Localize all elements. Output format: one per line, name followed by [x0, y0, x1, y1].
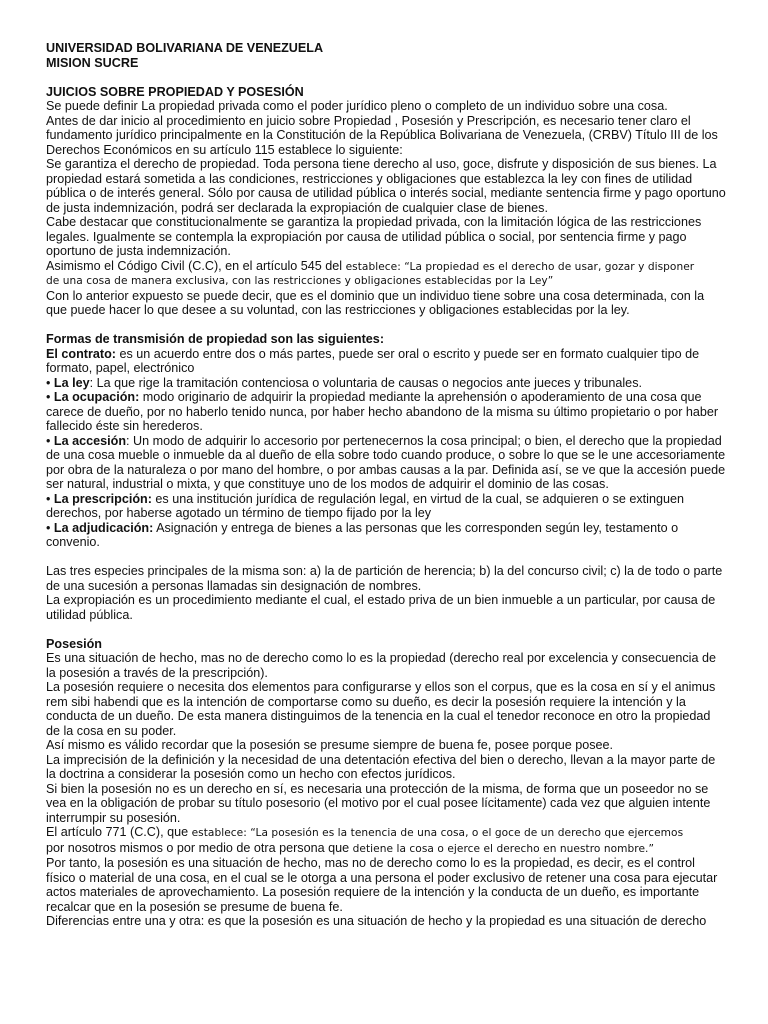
paragraph-line: ser natural, industrial o mixta, y que constituye uno de los modos de adquirir el dominio de las cosas.: [46, 477, 609, 491]
item-text: Asignación y entrega de bienes a las personas que les corresponden según ley, testamento o: [153, 520, 679, 535]
item-label: La ocupación:: [53, 390, 140, 404]
paragraph-line: La imprecisión de la definición y la necesidad de una detentación efectiva del bien o derecho, llevan a la mayor parte de: [46, 752, 716, 767]
paragraph-line: Se puede definir La propiedad privada como el poder jurídico pleno o completo de un individuo sobre una cosa.: [46, 99, 668, 113]
item-adjudicacion: [46, 521, 722, 536]
article-intro: El artículo 771 (C.C), que: [46, 825, 192, 839]
bullet: •: [46, 433, 54, 448]
section-title-transmision: Formas de transmisión de propiedad son las siguientes:: [46, 332, 385, 346]
paragraph-line: la doctrina a considerar la posesión como un hecho con efectos jurídicos.: [46, 767, 456, 781]
paragraph-line: convenio.: [46, 535, 100, 549]
paragraph-line: derechos, por haberse agotado un término de tiempo fijado por la ley: [46, 506, 432, 520]
paragraph-line: oportuno de justa indemnización.: [46, 244, 231, 258]
paragraph-line: formato, papel, electrónico: [46, 361, 195, 375]
paragraph-line: recalcar que en la posesión se presume de buena fe.: [46, 899, 343, 914]
item-text: es un acuerdo entre dos o más partes, puede ser oral o escrito y puede ser en formato cualquier tipo de: [115, 346, 700, 361]
mission-heading: MISION SUCRE: [46, 55, 139, 70]
article-771-line: [46, 825, 722, 841]
bullet: •: [46, 491, 54, 506]
paragraph-line: Cabe destacar que constitucionalmente se garantiza la propiedad privada, con la limitación lógica de las restricciones: [46, 215, 702, 229]
paragraph-line: rem sibi habendi que es la intención de comportarse como su dueño, es decir la posesión requiere la intención y la: [46, 694, 686, 709]
bullet: •: [46, 520, 54, 535]
item-contrato: [46, 347, 722, 362]
paragraph-line: Las tres especies principales de la misma son: a) la de partición de herencia; b) la del concurso civil; c) la de todo o parte: [46, 564, 723, 578]
item-text: modo originario de adquirir la propiedad mediante la aprehensión o apoderamiento de una cosa que: [139, 390, 702, 404]
paragraph-line: Así mismo es válido recordar que la posesión se presume siempre de buena fe, posee porque posee.: [46, 738, 614, 752]
paragraph-line: pública o de interés general. Sólo por causa de utilidad pública o interés social, mediante sentencia firme y pago oportuno: [46, 186, 726, 200]
item-text: : Un modo de adquirir lo accesorio por pertenecernos la cosa principal; o bien, el derecho que la propiedad: [126, 433, 722, 448]
paragraph-line: Por tanto, la posesión es una situación de hecho, mas no de derecho como lo es la propiedad, es decir, es el control: [46, 856, 695, 870]
section-title-posesion: Posesión: [46, 636, 102, 651]
spacer: [46, 318, 722, 333]
article-771-line-continued: [46, 841, 722, 857]
paragraph-line: vea en la obligación de probar su título posesorio (el motivo por el cual posee lícitamente) cada vez que alguien intente: [46, 796, 711, 810]
item-text: : La que rige la tramitación contenciosa o voluntaria de causas o negocios ante jueces y tribunales.: [89, 375, 642, 390]
item-ocupacion: [46, 390, 722, 405]
item-prescripcion: [46, 492, 722, 507]
document-page: [46, 41, 726, 929]
paragraph-line: legales. Igualmente se contempla la expropiación por causa de utilidad pública o social, por sentencia firme y pago: [46, 229, 687, 244]
paragraph-line: interrumpir su posesión.: [46, 810, 181, 825]
item-label: El contrato:: [46, 346, 116, 361]
paragraph-line: actos materiales de aprovechamiento. La posesión requiere de la intención y la conducta de un dueño, es importante: [46, 885, 700, 899]
paragraph-line: de justa indemnización, podrá ser declarada la expropiación de cualquier clase de bienes.: [46, 200, 548, 215]
paragraph-line: Derechos Económicos en su artículo 115 establece lo siguiente:: [46, 142, 403, 157]
paragraph-line: carece de dueño, por no haberlo tenido nunca, por haber hecho abandono de la misma su último propietario o por haber: [46, 404, 719, 419]
paragraph-line: Se garantiza el derecho de propiedad. Toda persona tiene derecho al uso, goce, disfrute y disposición de sus bienes. La: [46, 157, 717, 171]
paragraph-line: utilidad pública.: [46, 607, 133, 622]
paragraph-line: Antes de dar inicio al procedimiento en juicio sobre Propiedad , Posesión y Prescripción, es necesario tener claro el: [46, 113, 691, 128]
paragraph-line: fundamento jurídico principalmente en la Constitución de la República Bolivariana de Venezuela, (CRBV) Título III de los: [46, 128, 718, 142]
bullet: •: [46, 390, 54, 404]
civil-code-line: [46, 259, 722, 275]
paragraph-line: fallecido éste sin herederos.: [46, 419, 203, 433]
paragraph-line: de una cosa mueble o inmueble da al dueño de ella sobre todo cuando produce, o sobre lo que se le une accesoriamente: [46, 448, 726, 462]
paragraph-line: conducta de un dueño. De esta manera distinguimos de la tenencia en la cual el tenedor reconoce en otro la propiedad: [46, 709, 711, 723]
article-quote: establece: “La posesión es la tenencia de una cosa, o el goce de un derecho que ejercemos: [191, 827, 684, 839]
paragraph-line: Diferencias entre una y otra: es que la posesión es una situación de hecho y la propiedad es una situación de derecho: [46, 914, 707, 928]
article-text: por nosotros mismos o por medio de otra persona que: [46, 840, 353, 855]
paragraph-line: La posesión requiere o necesita dos elementos para configurarse y ellos son el corpus, que es la cosa en sí y el animus: [46, 680, 716, 694]
paragraph-line: de una sucesión a personas llamadas sin designación de nombres.: [46, 578, 422, 593]
paragraph-line: de la cosa en su poder.: [46, 723, 177, 738]
item-label: La accesión: [53, 433, 127, 448]
paragraph-line: La expropiación es un procedimiento mediante el cual, el estado priva de un bien inmueble a un particular, por causa de: [46, 593, 716, 607]
item-accesion: [46, 434, 722, 449]
item-label: La adjudicación:: [53, 520, 154, 535]
item-label: La ley: [53, 375, 90, 390]
section-title-propiedad: JUICIOS SOBRE PROPIEDAD Y POSESIÓN: [46, 84, 304, 99]
paragraph-line: por obra de la naturaleza o por mano del hombre, o por ambas causas a la par. Definida así, se ve que la accesión puede: [46, 462, 726, 477]
item-text: es una institución jurídica de regulación legal, en virtud de la cual, se adquieren o se extinguen: [151, 491, 684, 506]
spacer: [46, 70, 722, 85]
spacer: [46, 550, 722, 565]
paragraph-line: propiedad estará sometida a las condiciones, restricciones y obligaciones que establezca la ley con fines de utilidad: [46, 171, 693, 186]
paragraph-line: la posesión a través de la prescripción).: [46, 665, 268, 680]
paragraph-line: Con lo anterior expuesto se puede decir, que es el dominio que un individuo tiene sobre una cosa determinada, con la: [46, 288, 705, 303]
bullet: •: [46, 375, 54, 390]
civil-code-intro: Asimismo el Código Civil (C.C), en el artículo 545 del: [46, 258, 346, 273]
item-ley: [46, 376, 722, 391]
civil-code-quote-continued: de una cosa de manera exclusiva, con las restricciones y obligaciones establecidas por la Ley”: [46, 275, 554, 287]
item-label: La prescripción:: [53, 491, 152, 506]
article-quote-continued: detiene la cosa o ejerce el derecho en nuestro nombre.”: [352, 842, 655, 855]
paragraph-line: que puede hacer lo que desee a su voluntad, con las restricciones y obligaciones establecidas por la ley.: [46, 303, 630, 317]
civil-code-quote: establece: “La propiedad es el derecho de usar, gozar y disponer: [345, 260, 695, 273]
paragraph-line: Es una situación de hecho, mas no de derecho como lo es la propiedad (derecho real por excelencia y consecuencia de: [46, 651, 716, 665]
spacer: [46, 622, 722, 637]
paragraph-line: Si bien la posesión no es un derecho en sí, es necesaria una protección de la misma, de forma que un poseedor no se: [46, 781, 709, 796]
university-heading: UNIVERSIDAD BOLIVARIANA DE VENEZUELA: [46, 41, 324, 55]
paragraph-line: físico o material de una cosa, en el cual se le otorga a una persona el poder exclusivo de retener una cosa para ejecutar: [46, 870, 718, 885]
